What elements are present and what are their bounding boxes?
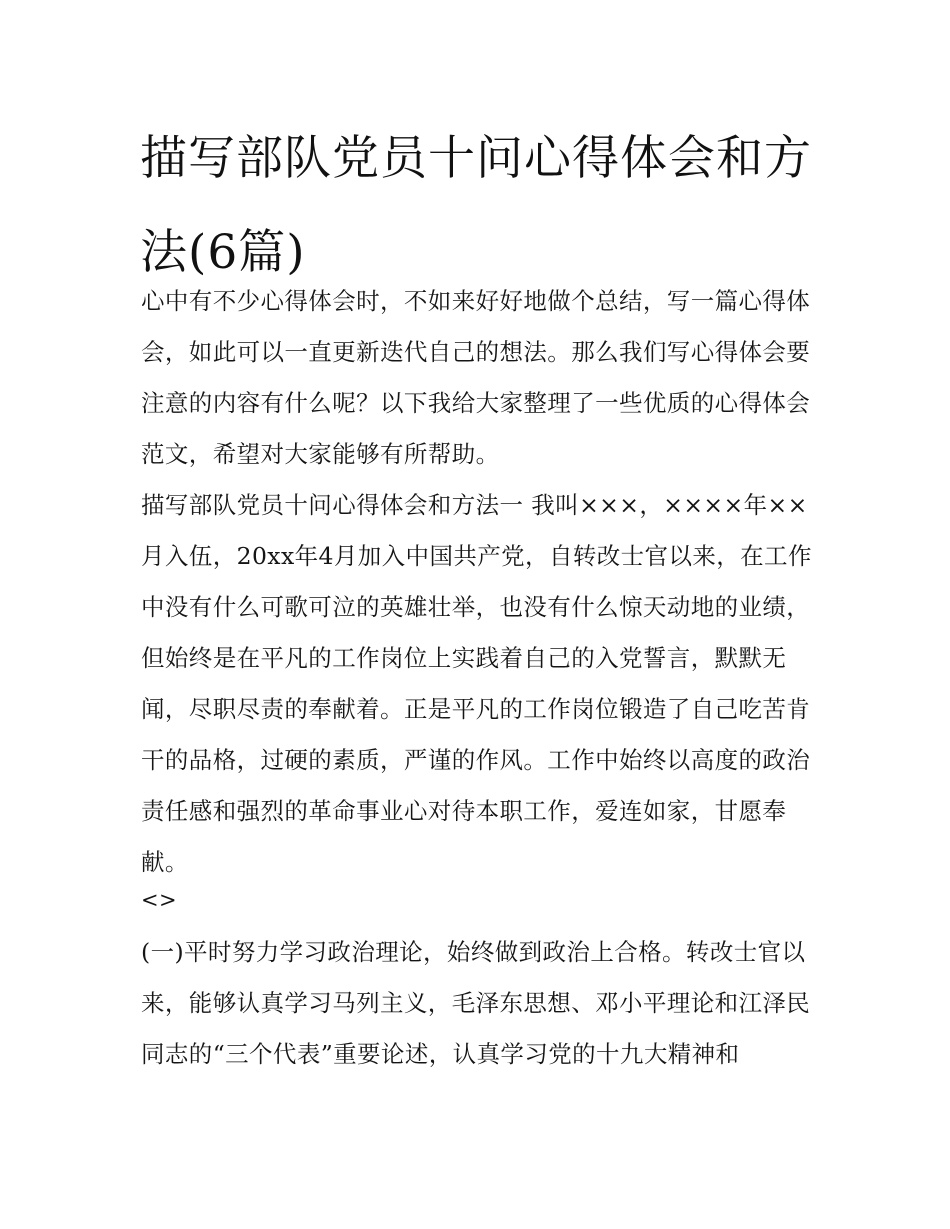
intro-paragraph: 心中有不少心得体会时，不如来好好地做个总结，写一篇心得体会，如此可以一直更新迭代自己的想法。那么我们写心得体会要注意的内容有什么呢？以下我给大家整理了一些优质的心得体会范文，希望对大家能够有所帮助。 [141,287,811,468]
document-title: 描写部队党员十问心得体会和方法(6篇) [140,131,812,280]
section-one-paragraph: 描写部队党员十问心得体会和方法一 我叫×××，××××年××月入伍，20xx年4月加入中国共产党，自转改士官以来，在工作中没有什么可歌可泣的英雄壮举，也没有什么惊天动地的业绩，但始终是在平凡的工作岗位上实践着自己的入党誓言，默默无闻，尽职尽责的奉献着。正是平凡的工作岗位锻造了自己吃苦肯干的品格，过硬的素质，严谨的作风。工作中始终以高度的政治责任感和强烈的革命事业心对待本职工作，爱连如家，甘愿奉献。 [141,491,812,876]
point-one-paragraph: (一)平时努力学习政治理论，始终做到政治上合格。转改士官以来，能够认真学习马列主义，毛泽东思想、邓小平理论和江泽民同志的“三个代表”重要论述，认真学习党的十九大精神和 [141,938,811,1068]
angle-bracket-marker: <> [141,888,177,912]
